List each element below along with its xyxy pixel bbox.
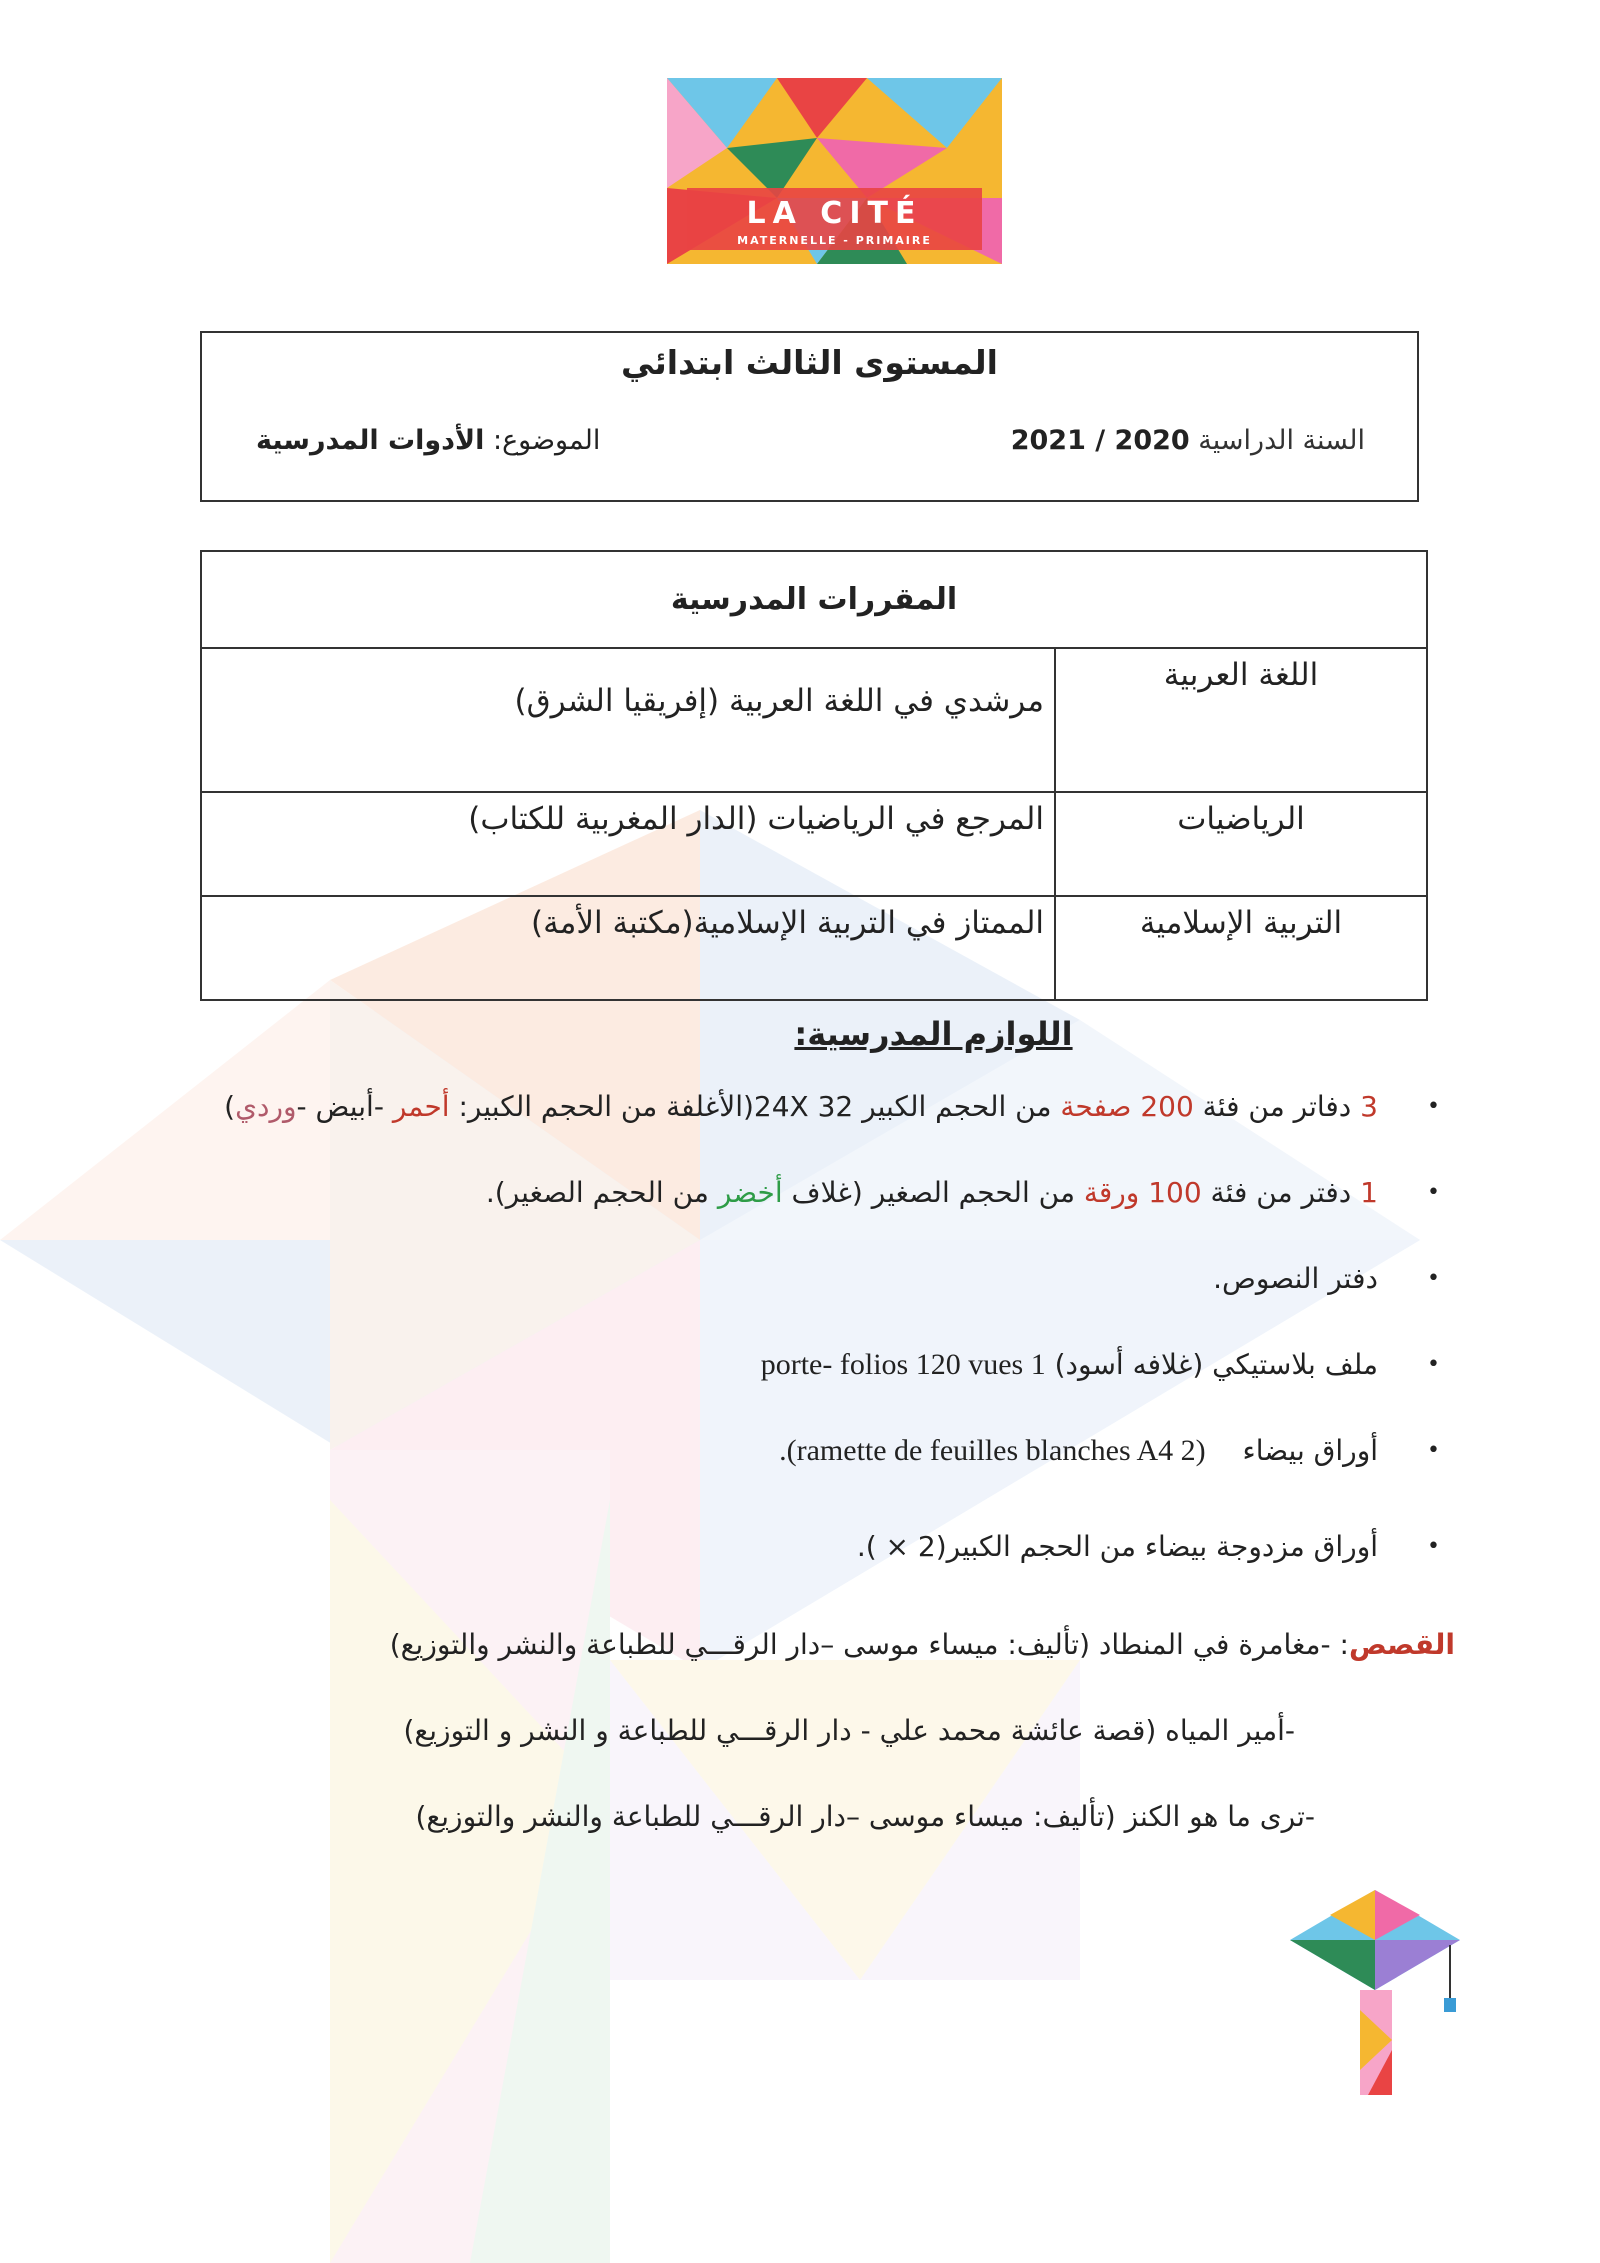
item1-color-red: أحمر (392, 1090, 450, 1123)
bullet-icon: • (1427, 1094, 1440, 1119)
item1-text-d: ) (224, 1090, 236, 1123)
item1-text-b: من الحجم الكبير 24X 32(الأغلفة من الحجم الكبير: (449, 1090, 1061, 1123)
year-label: السنة الدراسية (1198, 425, 1365, 456)
subject-cell: التربية الإسلامية (1055, 896, 1427, 1000)
item4-french: 1 porte- folios 120 vues (760, 1348, 1046, 1381)
subject-cell: اللغة العربية (1055, 648, 1427, 792)
story-line-2: -أمير المياه (قصة عائشة محمد علي - دار الرقـــي للطباعة و النشر و التوزيع) (403, 1714, 1295, 1747)
item2-text-a: دفتر من فئة (1201, 1176, 1361, 1209)
header-box (200, 331, 1419, 502)
item4-arabic: ملف بلاستيكي (غلافه أسود) (1054, 1348, 1378, 1381)
book-cell: المرجع في الرياضيات (الدار المغربية للكتاب) (201, 792, 1055, 896)
subject (256, 425, 600, 456)
story-line-1 (390, 1628, 1455, 1661)
story-line-3: -ترى ما هو الكنز (تأليف: ميساء موسى –دار الرقـــي للطباعة والنشر والتوزيع) (415, 1800, 1315, 1833)
subject-cell: الرياضيات (1055, 792, 1427, 896)
item1-pages: 200 صفحة (1060, 1090, 1194, 1123)
table-row (201, 792, 1427, 896)
subject-value: الأدوات المدرسية (256, 425, 485, 456)
item1-color-pink: وردي (235, 1090, 297, 1123)
school-year (1011, 425, 1365, 456)
book-cell: الممتاز في التربية الإسلامية(مكتبة الأمة) (201, 896, 1055, 1000)
book-cell: مرشدي في اللغة العربية (إفريقيا الشرق) (201, 648, 1055, 792)
item5-french: (2 ramette de feuilles blanches A4). (779, 1434, 1206, 1467)
bullet-icon: • (1427, 1534, 1440, 1559)
item2-color-green: أخضر (717, 1176, 783, 1209)
bullet-icon: • (1427, 1438, 1440, 1463)
stories-label: القصص (1348, 1628, 1455, 1661)
item1-text-c: -أبيض - (296, 1090, 393, 1123)
story-1: : -مغامرة في المنطاد (تأليف: ميساء موسى –دار الرقـــي للطباعة والنشر والتوزيع) (389, 1628, 1349, 1661)
item2-pages: 100 ورقة (1083, 1176, 1202, 1209)
textbooks-table (200, 550, 1428, 1001)
logo-subtitle: MATERNELLE - PRIMAIRE (737, 234, 932, 247)
school-logo (667, 78, 1002, 264)
item2-qty: 1 (1360, 1176, 1378, 1209)
bullet-icon: • (1427, 1180, 1440, 1205)
bullet-icon: • (1427, 1352, 1440, 1377)
bullet-icon: • (1427, 1266, 1440, 1291)
level-title: المستوى الثالث ابتدائي (620, 343, 998, 382)
item5-arabic: أوراق بيضاء (1242, 1434, 1378, 1467)
item1-qty: 3 (1360, 1090, 1378, 1123)
year-value: 2020 / 2021 (1010, 425, 1190, 456)
item3-text: دفتر النصوص. (1213, 1262, 1378, 1295)
table-row (201, 648, 1427, 792)
textbooks-title: المقررات المدرسية (201, 551, 1427, 648)
item6-text: أوراق مزدوجة بيضاء من الحجم الكبير(2 × ). (856, 1530, 1378, 1563)
item2-text-b: من الحجم الصغير (غلاف (782, 1176, 1084, 1209)
graduation-cap-icon (1290, 1890, 1470, 2095)
table-row (201, 896, 1427, 1000)
supplies-title: اللوازم المدرسية: (794, 1015, 1073, 1053)
logo-text: LA CITÉ (746, 196, 923, 231)
item1-text-a: دفاتر من فئة (1193, 1090, 1361, 1123)
subject-label: الموضوع: (492, 425, 601, 456)
item2-text-c: من الحجم الصغير). (485, 1176, 718, 1209)
